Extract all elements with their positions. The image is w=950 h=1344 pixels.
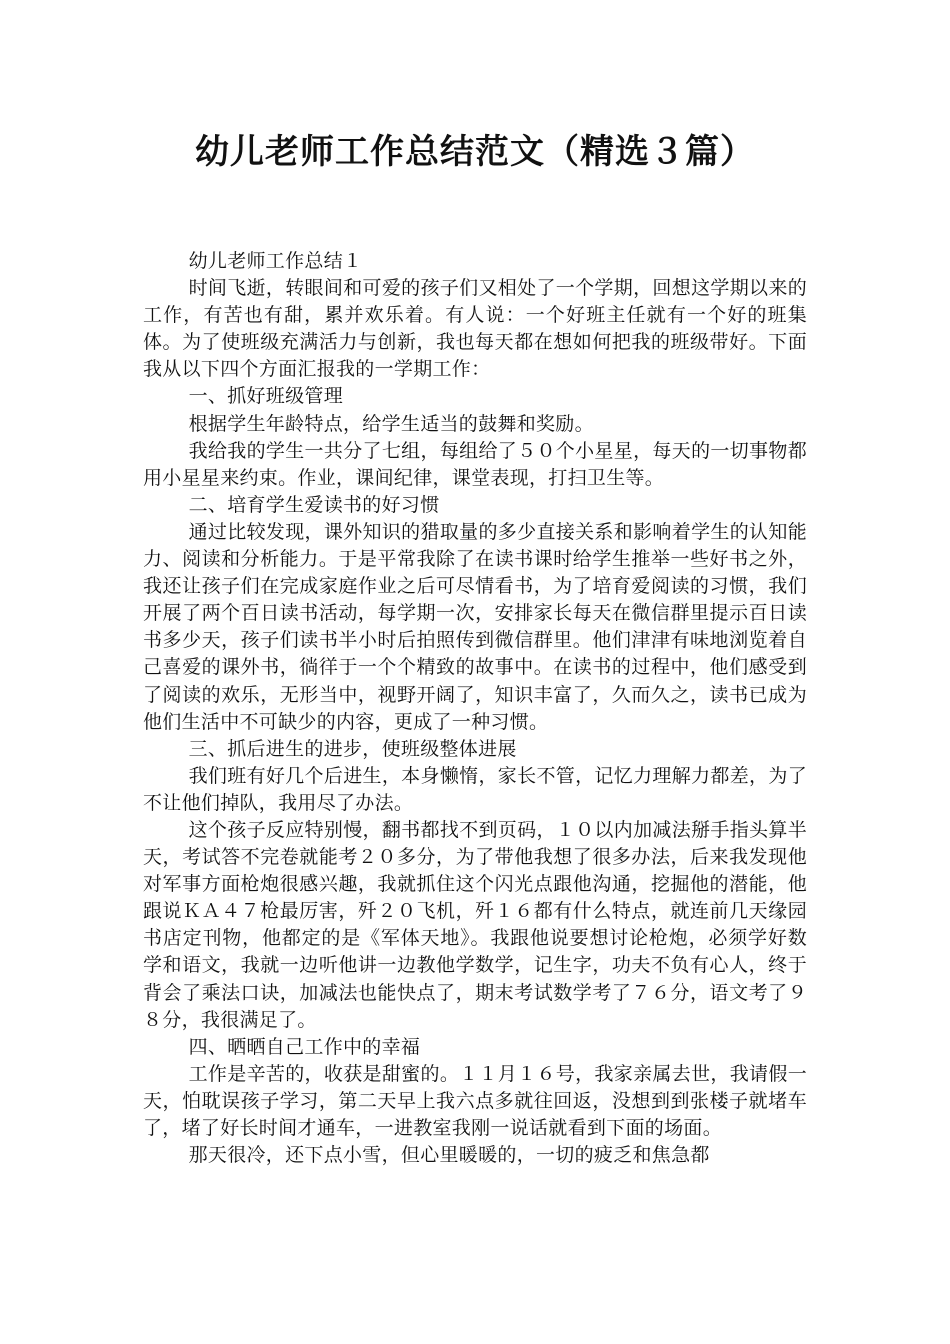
paragraph: 我们班有好几个后进生，本身懒惰，家长不管，记忆力理解力都差，为了不让他们掉队，我用尽了办法。 [143,764,807,814]
paragraph: 这个孩子反应特别慢，翻书都找不到页码，１０以内加减法掰手指头算半天，考试答不完卷就能考２０多分，为了带他我想了很多办法，后来我发现他对军事方面枪炮很感兴趣，我就抓住这个闪光点跟他沟通，挖掘他的潜能，他跟说ＫＡ４７枪最厉害，歼２０飞机，歼１６都有什么特点，就连前几天缘园书店定刊物，他都定的是《军体天地》。我跟他说要想讨论枪炮，必须学好数学和语文，我就一边听他讲一边教他学数学，记生字，功夫不负有心人，终于背会了乘法口诀，加减法也能快点了，期末考试数学考了７６分，语文考了９８分，我很满足了。 [143,818,807,1031]
paragraph: 时间飞逝，转眼间和可爱的孩子们又相处了一个学期，回想这学期以来的工作，有苦也有甜，累并欢乐着。有人说：一个好班主任就有一个好的班集体。为了使班级充满活力与创新，我也每天都在想如何把我的班级带好。下面我从以下四个方面汇报我的一学期工作： [143,277,807,381]
paragraph: 我给我的学生一共分了七组，每组给了５０个小星星，每天的一切事物都用小星星来约束。作业，课间纪律，课堂表现，打扫卫生等。 [143,439,807,489]
paragraph: 工作是辛苦的，收获是甜蜜的。１１月１６号，我家亲属去世，我请假一天，怕耽误孩子学习，第二天早上我六点多就往回返，没想到到张楼子就堵车了，堵了好长时间才通车，一进教室我刚一说话就看到下面的场面。 [143,1062,807,1139]
paragraph: 通过比较发现，课外知识的猎取量的多少直接关系和影响着学生的认知能力、阅读和分析能力。于是平常我除了在读书课时给学生推举一些好书之外，我还让孩子们在完成家庭作业之后可尽情看书，为了培育爱阅读的习惯，我们开展了两个百日读书活动，每学期一次，安排家长每天在微信群里提示百日读书多少天，孩子们读书半小时后拍照传到微信群里。他们津津有味地浏览着自己喜爱的课外书，徜徉于一个个精致的故事中。在读书的过程中，他们感受到了阅读的欢乐，无形当中，视野开阔了，知识丰富了，久而久之，读书已成为他们生活中不可缺少的内容，更成了一种习惯。 [143,520,807,733]
document-body [143,248,807,1169]
paragraph: 根据学生年龄特点，给学生适当的鼓舞和奖励。 [188,412,594,435]
section-heading: 幼儿老师工作总结１ [188,250,363,272]
section-heading: 三、抓后进生的进步，使班级整体进展 [188,737,517,760]
document-title: 幼儿老师工作总结范文（精选３篇） [195,132,755,172]
section-heading: 二、培育学生爱读书的好习惯 [188,493,440,516]
section-heading: 四、晒晒自己工作中的幸福 [188,1035,421,1058]
section-heading: 一、抓好班级管理 [188,385,343,408]
paragraph: 那天很冷，还下点小雪，但心里暖暖的，一切的疲乏和焦急都 [188,1144,710,1167]
